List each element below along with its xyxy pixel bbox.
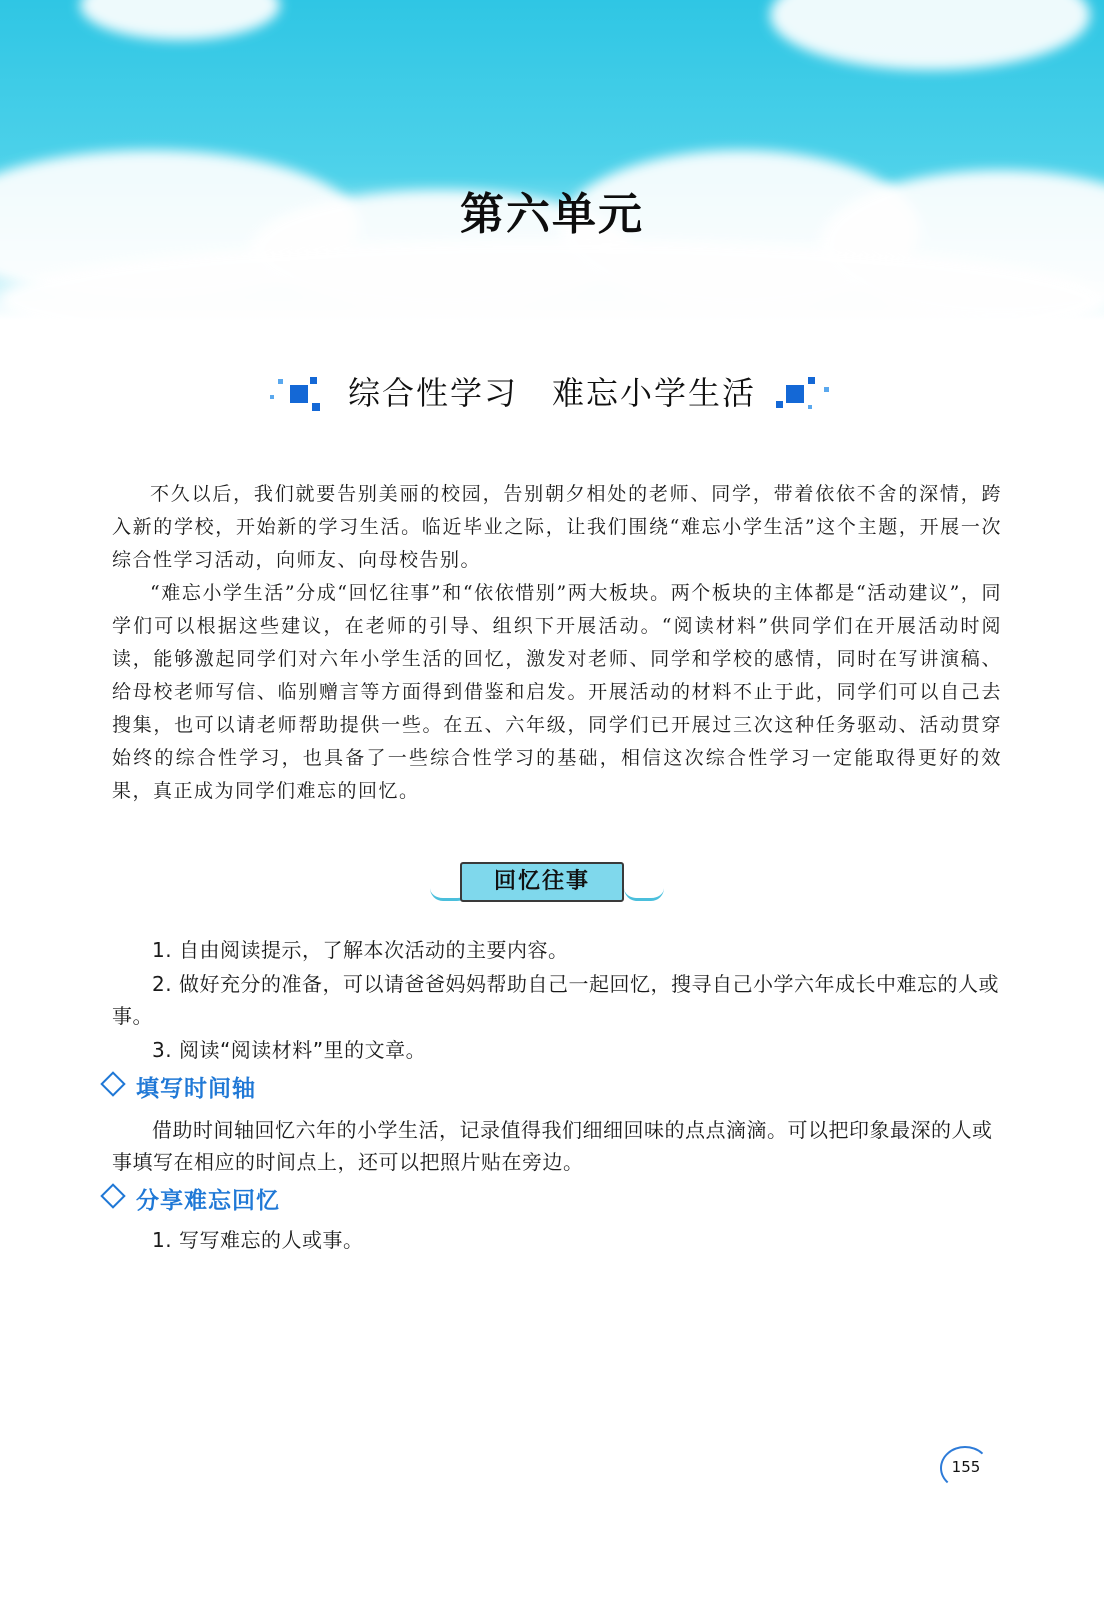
cloud-shape (80, 0, 280, 40)
timeline-text-block (112, 1114, 1002, 1180)
share-heading (104, 1182, 280, 1215)
share-item: 1. 写写难忘的人或事。 (152, 1228, 364, 1252)
pixel-squares-icon (266, 375, 336, 415)
cloud-shape (770, 0, 1090, 70)
intro-paragraph: 不久以后，我们就要告别美丽的校园，告别朝夕相处的老师、同学，带着依依不舍的深情，跨入新的学校，开始新的学习生活。临近毕业之际，让我们围绕“难忘小学生活”这个主题，开展一次综合性学习活动，向师友、向母校告别。 (112, 483, 1002, 571)
page-number: 155 (951, 1458, 981, 1476)
share-list (112, 1224, 1002, 1258)
step-item: 1. 自由阅读提示，了解本次活动的主要内容。 (152, 938, 569, 962)
section-title: 综合性学习 难忘小学生活 (347, 374, 756, 412)
timeline-heading (104, 1070, 256, 1103)
diamond-icon (100, 1071, 125, 1096)
steps-list (112, 934, 1002, 1068)
intro-text (112, 478, 1002, 808)
diamond-icon (100, 1183, 125, 1208)
section-badge (430, 860, 670, 910)
unit-title: 第六单元 (460, 189, 644, 240)
pixel-squares-icon (768, 375, 838, 415)
timeline-heading-text: 填写时间轴 (136, 1076, 256, 1102)
timeline-text: 借助时间轴回忆六年的小学生活，记录值得我们细细回味的点点滴滴。可以把印象最深的人或事填写在相应的时间点上，还可以把照片贴在旁边。 (112, 1118, 993, 1174)
step-item: 2. 做好充分的准备，可以请爸爸妈妈帮助自己一起回忆，搜寻自己小学六年成长中难忘的人或事。 (112, 972, 999, 1028)
share-heading-text: 分享难忘回忆 (136, 1188, 280, 1214)
step-item: 3. 阅读“阅读材料”里的文章。 (152, 1038, 427, 1062)
wave-icon (624, 888, 664, 901)
section-heading (0, 368, 1104, 415)
intro-paragraph: “难忘小学生活”分成“回忆往事”和“依依惜别”两大板块。两个板块的主体都是“活动建议”，同学们可以根据这些建议，在老师的引导、组织下开展活动。“阅读材料”供同学们在开展活动时阅读，能够激起同学们对六年小学生活的回忆，激发对老师、同学和学校的感情，同时在写讲演稿、给母校老师写信、临别赠言等方面得到借鉴和启发。开展活动的材料不止于此，同学们可以自己去搜集，也可以请老师帮助提供一些。在五、六年级，同学们已开展过三次这种任务驱动、活动贯穿始终的综合性学习，也具备了一些综合性学习的基础，相信这次综合性学习一定能取得更好的效果，真正成为同学们难忘的回忆。 (112, 582, 1002, 802)
sky-header-background (0, 0, 1104, 320)
badge-label: 回忆往事 (460, 862, 624, 902)
